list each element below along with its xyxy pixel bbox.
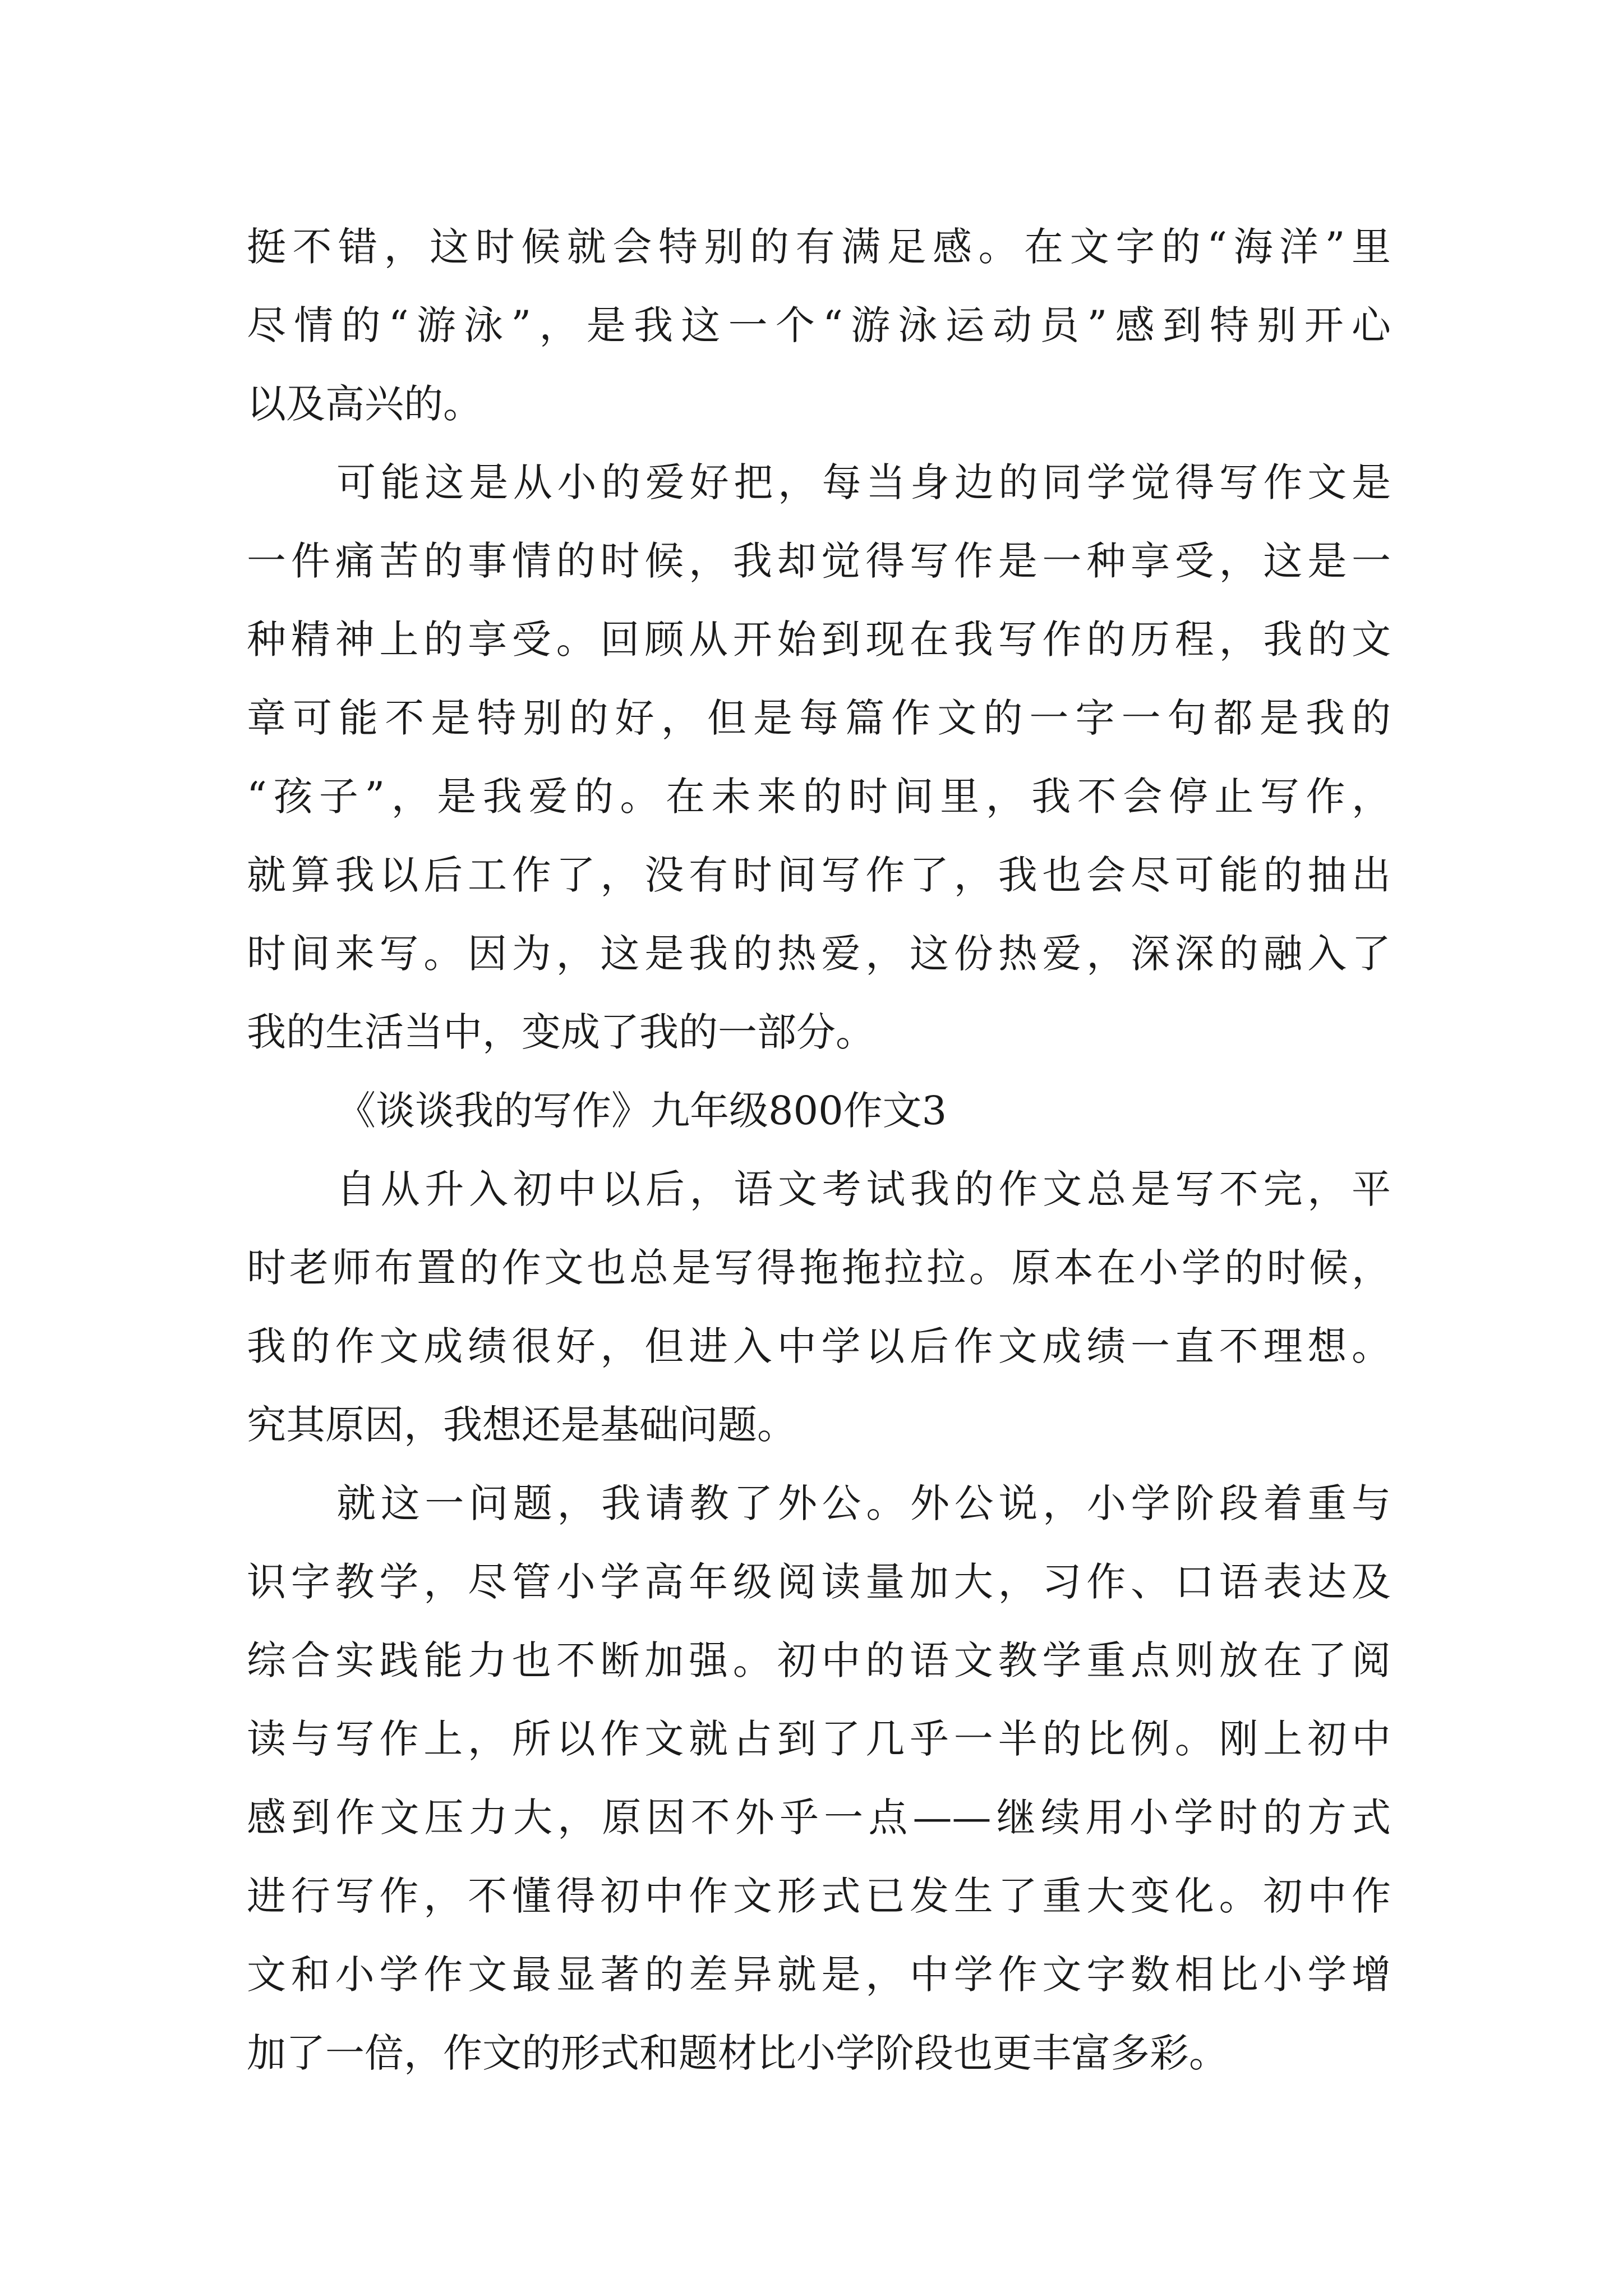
paragraph-line: 章可能不是特别的好，但是每篇作文的一字一句都是我的 [247, 695, 1391, 741]
paragraph-line: 时间来写。因为，这是我的热爱，这份热爱，深深的融入了 [247, 931, 1391, 977]
paragraph-line: 我的作文成绩很好，但进入中学以后作文成绩一直不理想。 [247, 1323, 1391, 1369]
paragraph-line: 以及高兴的。 [247, 381, 482, 427]
paragraph-line: 一件痛苦的事情的时候，我却觉得写作是一种享受，这是一 [247, 538, 1391, 584]
paragraph-line: 进行写作，不懂得初中作文形式已发生了重大变化。初中作 [247, 1873, 1391, 1919]
paragraph-line: 读与写作上，所以作文就占到了几乎一半的比例。刚上初中 [247, 1716, 1391, 1762]
paragraph-line: 究其原因，我想还是基础问题。 [247, 1402, 796, 1448]
paragraph-line: 就算我以后工作了，没有时间写作了，我也会尽可能的抽出 [247, 852, 1391, 898]
paragraph-line: 文和小学作文最显著的差异就是，中学作文字数相比小学增 [247, 1952, 1391, 1998]
paragraph-line: 加了一倍，作文的形式和题材比小学阶段也更丰富多彩。 [247, 2030, 1228, 2076]
paragraph-line: 识字教学，尽管小学高年级阅读量加大，习作、口语表达及 [247, 1559, 1391, 1605]
paragraph-line: 可能这是从小的爱好把，每当身边的同学觉得写作文是 [336, 459, 1391, 505]
essay-title: 《谈谈我的写作》九年级800作文3 [336, 1088, 947, 1134]
paragraph-line: 自从升入初中以后，语文考试我的作文总是写不完，平 [336, 1166, 1391, 1212]
paragraph-line: 种精神上的享受。回顾从开始到现在我写作的历程，我的文 [247, 616, 1391, 662]
paragraph-line: 尽情的“游泳”，是我这一个“游泳运动员”感到特别开心 [247, 302, 1391, 348]
paragraph-line: 就这一问题，我请教了外公。外公说，小学阶段着重与 [336, 1480, 1391, 1526]
paragraph-line: 挺不错，这时候就会特别的有满足感。在文字的“海洋”里 [247, 224, 1391, 270]
paragraph-line: 感到作文压力大，原因不外乎一点——继续用小学时的方式 [247, 1795, 1391, 1841]
paragraph-line: 时老师布置的作文也总是写得拖拖拉拉。原本在小学的时候， [247, 1245, 1391, 1291]
paragraph-line: 我的生活当中，变成了我的一部分。 [247, 1009, 875, 1055]
paragraph-line: 综合实践能力也不断加强。初中的语文教学重点则放在了阅 [247, 1637, 1391, 1683]
paragraph-line: “孩子”，是我爱的。在未来的时间里，我不会停止写作， [247, 774, 1391, 820]
